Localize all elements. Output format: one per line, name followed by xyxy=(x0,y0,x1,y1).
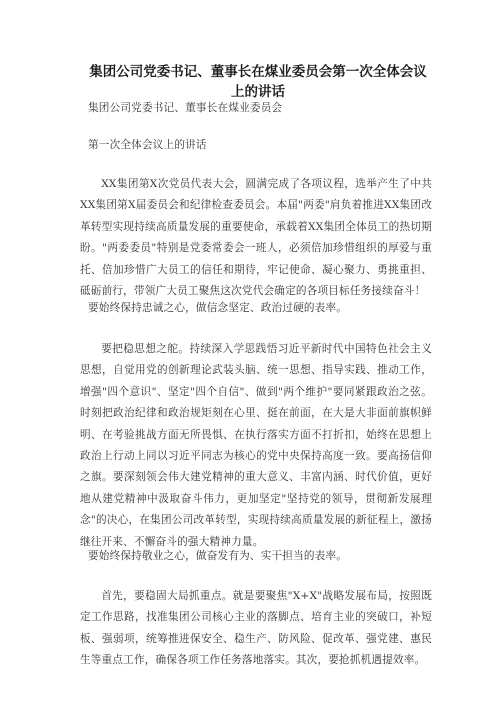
intro-paragraph: XX集团第X次党员代表大会，圆满完成了各项议程，选举产生了中共XX集团第X届委员会和纪律检查委员会。本届"两委"肩负着推进XX集团改革转型实现持续高质量发展的重要使命，承载着XX集团全体员工的热切期盼。"两委委员"特别是党委常委会一班人，必须倍加珍惜组织的厚爱与重托、倍加珍惜广大员工的信任和期待，牢记使命、凝心聚力、勇挑重担、砥砺前行，带领广大员工聚焦这次党代会确定的各项目标任务接续奋斗！ xyxy=(80,178,432,298)
section-heading-loyalty: 要始终保持忠诚之心，做信念坚定、政治过硬的表率。 xyxy=(88,302,348,314)
document-title: 集团公司党委书记、董事长在煤业委员会第一次全体会议上的讲话 xyxy=(89,64,427,100)
section-body-loyalty: 要把稳思想之舵。持续深入学思践悟习近平新时代中国特色社会主义思想，自觉用党的创新理论武装头脑、统一思想、指导实践、推动工作，增强"四个意识"、坚定"四个自信"、做到"两个维护"要同紧跟政治之弦。时刻把政治纪律和政治规矩刻在心里、挺在前面，在大是大非面前旗帜鲜明、在考验挑战方面无所畏惧、在执行落实方面不打折扣，始终在思想上政治上行动上同以习近平同志为核心的党中央保持高度一致。要高扬信仰之旗。要深刻领会伟大建党精神的重大意义、丰富内涵、时代价值，更好地从建党精神中汲取奋斗伟力，更加坚定"坚持党的领导，贯彻新发展理念"的决心，在集团公司改革转型，实现持续高质量发展的新征程上，激扬继往开来、不懈奋斗的强大精神力量。 xyxy=(80,343,432,548)
occasion-line: 第一次全体会议上的讲话 xyxy=(88,139,207,151)
author-line: 集团公司党委书记、董事长在煤业委员会 xyxy=(88,102,283,114)
section-body-dedication: 首先，要稳固大局抓重点。就是要聚焦"X+X"战略发展布局，按照既定工作思路，找准集团公司核心主业的落脚点、培育主业的突破口，补短板、强弱项，统筹推进保安全、稳生产、防风险、促改革、强党建、惠民生等重点工作，确保各项工作任务落地落实。其次，要抢抓机遇提效率。 xyxy=(80,590,432,667)
section-heading-dedication: 要始终保持敬业之心，做奋发有为、实干担当的表率。 xyxy=(88,550,348,562)
